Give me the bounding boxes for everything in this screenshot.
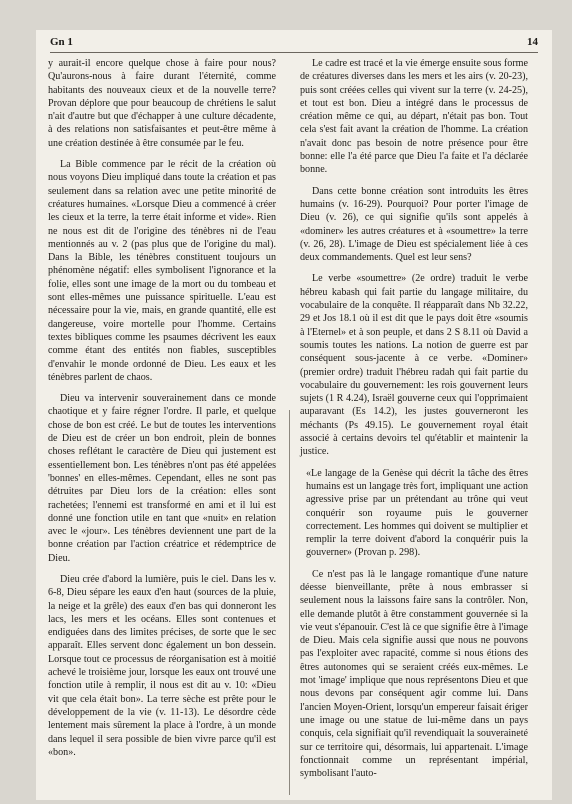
paragraph: Le verbe «soumettre» (2e ordre) traduit le verbe hébreu kabash qui fait partie du langage militaire, du vocabulaire de la conquête. Il réapparaît dans Nb 32.22, 29 et Jos 18.1 où il est dit que le pays doit être «soumis à l'Eternel» et à son peuple, et dans 2 S 8.11 où David a soumis toutes les nations. La notion de guerre est par conséquent sous-jacente à ce verbe. «Dominer» (premier ordre) traduit l'hébreu radah qui fait partie du vocabulaire du gouvernement: les rois gouvernent leurs sujets (1 R 4.24), Israël gouverne ceux qui l'opprimaient auparavant (Es 14.2), les justes gouverneront les méchants (Ps 49.15). Le gouvernement royal était associé à certains devoirs tel qu'établir et maintenir la justice. xyxy=(300,273,528,458)
document-page xyxy=(36,30,552,800)
paragraph: Le cadre est tracé et la vie émerge ensuite sous forme de créatures diverses dans les mers et les airs (v. 20-23), puis sont créées celles qui vivent sur la terre (v. 24-25), et tout est bon. Dieu a intégré dans le processus de création même ce qui, au départ, n'était pas bon. Tout cela s'est fait avant la création de l'homme. La création n'avait donc pas besoin de notre présence pour être bonne: elle l'a été parce que Dieu l'a faite et l'a déclarée bonne. xyxy=(300,58,528,176)
page-header xyxy=(50,36,538,52)
page-number: 14 xyxy=(527,36,538,48)
block-quote: «Le langage de la Genèse qui décrit la tâche des êtres humains est un langage très fort, impliquant une action agressive prise par un prétendant au trône qui veut conquérir son royaume puis le gouverner correctement. Les hommes qui doivent se multiplier et remplir la terre doivent d'abord la conquérir puis la gouverner» (Provan p. 298). xyxy=(306,467,528,559)
paragraph: y aurait-il encore quelque chose à faire pour nous? Qu'aurons-nous à faire durant l'éternité, comme habitants des nouveaux cieux et de la nouvelle terre? Provan déplore que pour beaucoup de chrétiens le salut n'ait d'autre but que d'échapper à une culture décadente, à des relations non satisfaisantes et peut-être même à une création destinée à être consumée par le feu. xyxy=(48,58,276,149)
right-column xyxy=(300,57,528,788)
paragraph: Ce n'est pas là le langage romantique d'une nature déesse bienveillante, prête à nous embrasser si seulement nous la laissons faire sans la contrôler. Non, elle demande plutôt à être constamment gouvernée si la vie veut s'épanouir. C'est là ce que signifie être à l'image de Dieu. Mais cela signifie aussi que nous ne pouvons pas l'exploiter avec rapacité, comme si nous étions des êtres autonomes qui se seraient créés eux-mêmes. Le mot 'image' implique que nous représentons Dieu et que nous devons par conséquent agir comme lui. Dans l'ancien Moyen-Orient, lorsqu'un empereur faisait ériger une image ou une statue de lui-même dans un pays conquis, cela signifiait qu'il revendiquait la souveraineté sur ce territoire qui, désormais, lui appartenait. L'image fonctionnait comme un représentant impérial, symbolisant l'auto- xyxy=(300,568,528,780)
left-column xyxy=(48,57,276,767)
paragraph: Dans cette bonne création sont introduits les êtres humains (v. 16-29). Pourquoi? Pour porter l'image de Dieu (v. 26), ce qui signifie qu'ils sont appelés à «dominer» les autres créatures et à «soumettre» la terre (v. 26, 28). L'image de Dieu est spécialement liée à ces deux commandements. Quel est leur sens? xyxy=(300,185,528,264)
paragraph: Dieu crée d'abord la lumière, puis le ciel. Dans les v. 6-8, Dieu sépare les eaux d'en haut (sources de la pluie, la neige et la grêle) des eaux d'en bas qui donneront les lacs, les mers et les océans. Elles sont contenues et endiguées dans des limites précises, de sorte que le sec apparaît. Elles servent donc également un bon dessein. Lorsque tout ce processus de réorganisation est à moitié achevé le troisième jour, lorsque les eaux ont trouvé une fonction utile à remplir, il nous est dit au v. 10: «Dieu vit que cela était bon». La terre sèche est prête pour le développement de la vie (v. 11-13). Le désordre cède lentement mais sûrement la place à l'ordre, à un monde dans lequel il sera possible de bien vivre parce qu'il est «bon». xyxy=(48,573,276,758)
column-divider xyxy=(289,410,290,795)
paragraph: Dieu va intervenir souverainement dans ce monde chaotique et y faire régner l'ordre. Il parle, et quelque chose de bon est créé. Le but de toutes les interventions de Dieu est de créer un bon endroit, plein de bonnes choses reflétant le caractère de Dieu qui justement est essentiellement bon. Les ténèbres n'ont pas été appelées 'bonnes' en elles-mêmes. Cependant, elles ne sont pas détruites par Dieu lors de la création: elles sont rachetées; l'ennemi est transformé en ami et il lui est donné une fonction utile en tant que «nuit» en relation avec le «jour». Les ténèbres deviennent une part de la bonne création par l'action créatrice et rédemptrice de Dieu. xyxy=(48,393,276,564)
paragraph: La Bible commence par le récit de la création où nous voyons Dieu impliqué dans toute la création et pas seulement dans sa relation avec une petite minorité de créatures humaines. «Lorsque Dieu a commencé à créer les cieux et la terre, la terre était informe et vide». Rien ne nous est dit de l'origine des ténèbres ni de l'eau mentionnés au v. 2 (pas plus que de l'origine du mal). Dans la Bible, les ténèbres constituent toujours un phénomène négatif: elles symbolisent l'ignorance et la folie, elles sont une image de la mort ou du tombeau et sont elles-mêmes une puissance spirituelle. L'eau est nécessaire pour la vie, mais, en grande quantité, elle est dangereuse, voire mortelle pour l'homme. Certains textes bibliques comme les psaumes décrivent les eaux comme étant des entités non fiables, susceptibles d'envahir le monde ordonné de Dieu. Les eaux et les ténèbres parlent de chaos. xyxy=(48,159,276,383)
running-head: Gn 1 xyxy=(50,36,73,48)
header-rule xyxy=(50,52,538,53)
